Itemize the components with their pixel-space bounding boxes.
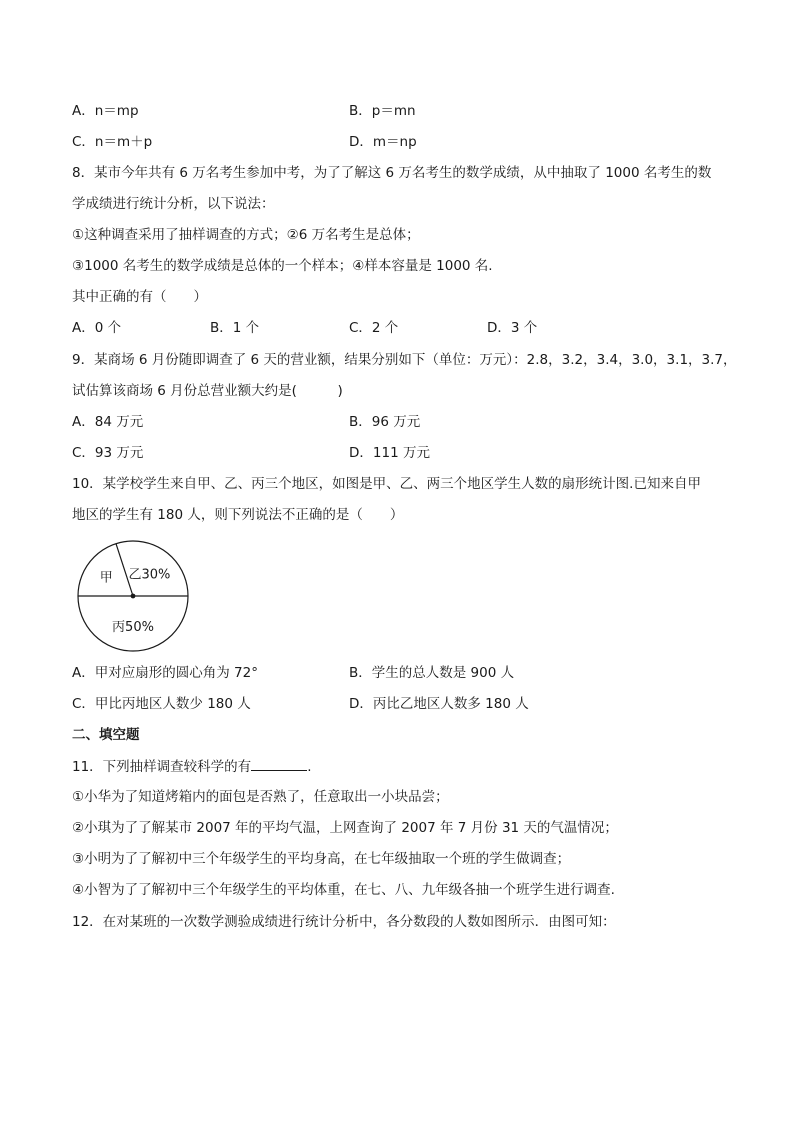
q8-option-c: C．2 个	[349, 320, 399, 336]
q11-option-3: ③小明为了了解初中三个年级学生的平均身高，在七年级抽取一个班的学生做调查；	[72, 851, 571, 867]
q9-option-a: A．84 万元	[72, 414, 144, 430]
pie-slice-label-yi: 乙30%	[128, 567, 171, 583]
pie-slice-label-jia: 甲	[99, 570, 113, 586]
q10-stem-line2: 地区的学生有 180 人，则下列说法不正确的是（ ）	[72, 507, 404, 523]
q8-question: 其中正确的有（ ）	[72, 289, 207, 305]
q9-stem-line1: 9．某商场 6 月份随即调查了 6 天的营业额，结果分别如下（单位：万元）：2.8，3.2，3.4，3.0，3.1，3.7，	[72, 352, 737, 368]
q10-option-c: C．甲比丙地区人数少 180 人	[72, 696, 251, 712]
q12-stem: 12．在对某班的一次数学测验成绩进行统计分析中，各分数段的人数如图所示．由图可知：	[72, 914, 616, 930]
q8-stem-line1: 8．某市今年共有 6 万名考生参加中考，为了了解这 6 万名考生的数学成绩，从中抽取了 1000 名考生的数	[72, 165, 712, 181]
q8-option-b: B．1 个	[210, 320, 260, 336]
q8-stem-line2: 学成绩进行统计分析，以下说法：	[72, 196, 275, 212]
q8-option-d: D．3 个	[487, 320, 538, 336]
q11-answer-blank[interactable]	[251, 756, 307, 771]
q9-stem-line2: 试估算该商场 6 月份总营业额大约是( )	[72, 383, 343, 399]
q8-option-a: A．0 个	[72, 320, 122, 336]
q7-option-d: D．m＝np	[349, 134, 417, 150]
q7-option-a: A．n＝mp	[72, 103, 139, 119]
q10-option-d: D．丙比乙地区人数多 180 人	[349, 696, 529, 712]
q8-statement-2: ③1000 名考生的数学成绩是总体的一个样本；④样本容量是 1000 名.	[72, 258, 493, 274]
q10-stem-line1: 10．某学校学生来自甲、乙、丙三个地区，如图是甲、乙、两三个地区学生人数的扇形统计图.已知来自甲	[72, 476, 701, 492]
q11-option-2: ②小琪为了了解某市 2007 年的平均气温，上网查询了 2007 年 7 月份 31 天的气温情况；	[72, 820, 618, 836]
q9-option-c: C．93 万元	[72, 445, 144, 461]
q11-stem	[72, 756, 311, 777]
q7-option-c: C．n＝m＋p	[72, 134, 153, 150]
pie-chart	[72, 540, 196, 664]
q11-stem-end: .	[307, 759, 312, 775]
pie-slice-label-bing: 丙50%	[112, 620, 154, 635]
q9-option-b: B．96 万元	[349, 414, 421, 430]
q7-option-b: B．p＝mn	[349, 103, 416, 119]
q11-stem-text: 11．下列抽样调查较科学的有	[72, 759, 252, 775]
q9-option-d: D．111 万元	[349, 445, 430, 461]
q10-option-a: A．甲对应扇形的圆心角为 72°	[72, 665, 258, 681]
q11-option-4: ④小智为了了解初中三个年级学生的平均体重，在七、八、九年级各抽一个班学生进行调查.	[72, 882, 615, 898]
q10-option-b: B．学生的总人数是 900 人	[349, 665, 515, 681]
pie-center-dot	[131, 594, 136, 599]
q8-statement-1: ①这种调查采用了抽样调查的方式；②6 万名考生是总体；	[72, 227, 420, 243]
section-title-fill-in: 二、填空题	[72, 727, 140, 743]
q11-option-1: ①小华为了知道烤箱内的面包是否熟了，任意取出一小块品尝；	[72, 789, 449, 805]
